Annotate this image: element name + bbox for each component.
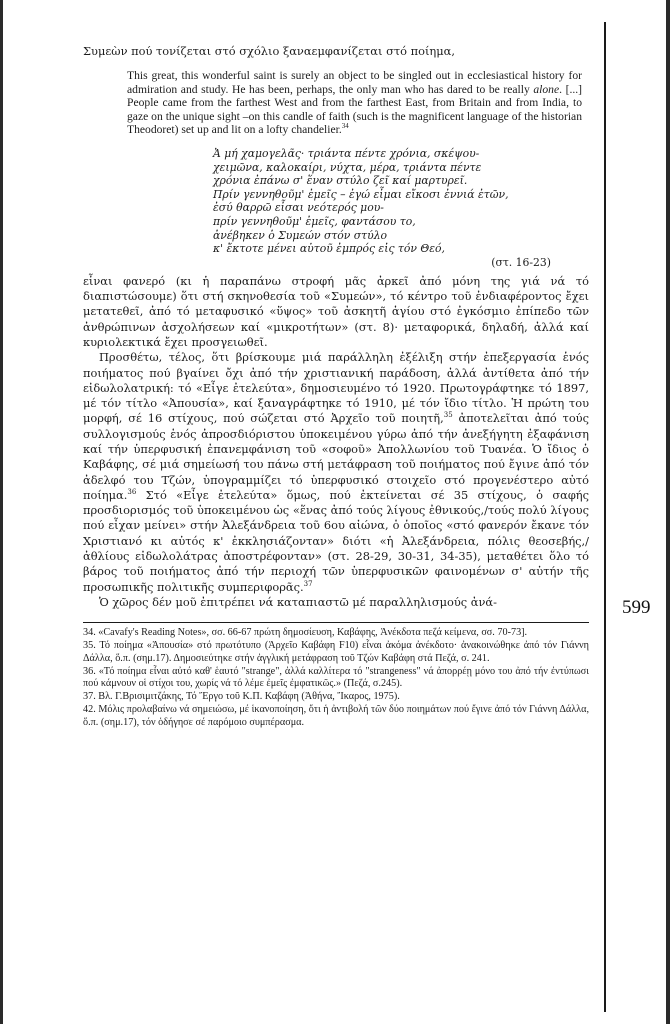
footnote-ref: 36 <box>127 488 137 497</box>
footnote: 35. Τό ποίημα «Ἀπουσία» στό πρωτότυπο (Ἀρχεῖο Καβάφη F10) εἶναι ἀκόμα ἀνέκδοτο· ἀνακοινώθηκε ἀπό τόν Γιάννη Δάλλα, ὅ.π. (σημ.17). Δημοσιεύτηκε στήν ἀγγλική μετάφραση τοῦ Τζών Καβάφη στά Πεζά, σ. 241. <box>83 640 589 664</box>
first-line: Συμεὼν πού τονίζεται στό σχόλιο ξαναεμφανίζεται στό ποίημα, <box>83 44 455 58</box>
paragraph-text: Προσθέτω, τέλος, ὅτι βρίσκουμε μιά παράλληλη ἐξέλιξη στήν ἐπεξεργασία ἑνός ποιήματος πού βγαίνει ὄχι ἀπό τήν χριστιανική παράδοση, ἀλλά ἀντίθετα ἀπό τήν εἰδωλολατρική: τό «Εἶγε ἐτελεύτα», δημοσιευμένο τό 1920. Πρωτογράφτηκε τό 1897, μέ τόν τίτλο «Ἀπουσία», καί ξαναγράφτηκε τό 1910, μέ τόν ἴδιο τίτλο. Ἡ πρώτη του μορφή, σέ 16 στίχους, πού σώζεται στό Ἀρχεῖο τοῦ ποιητῆ, <box>83 350 589 426</box>
footnote-ref: 37 <box>303 579 313 588</box>
poem-line: κ' ἔκτοτε μένει αὐτοῦ ἐμπρός εἰς τόν Θεό, <box>213 242 445 256</box>
english-quote <box>127 69 582 137</box>
body-paragraph <box>83 595 589 610</box>
paragraph-text: ἀποτελεῖται ἀπό τούς συλλογισμούς ἑνός ἀπροσδιόριστου ὑποκειμένου γύρω ἀπό τήν ἀνεξήγητη ἐξαφάνιση καί τήν ὑπερφυσική ἐπανεμφάνιση τοῦ «σοφοῦ» Ἀπολλωνίου τοῦ Τυανέα. Ὁ ἴδιος ὁ Καβάφης, σέ μιά σημείωσή του πάνω στή μετάφραση τοῦ ποιήματος πού ἔγινε ἀπό τόν ἀδελφό του Τζών, ὑπογραμμίζει τό ὑπερφυσικό στοιχεῖο στό προγενέστερο αὐτό ποίημα. <box>83 411 589 502</box>
footnote: 37. Βλ. Γ.Βρισιμιτζάκης, Τό Ἔργο τοῦ Κ.Π. Καβάφη (Ἀθήνα, Ἴκαρος, 1975). <box>83 691 400 703</box>
body-paragraph <box>83 274 589 350</box>
poem-line: ἀνέβηκεν ὁ Συμεών στόν στύλο <box>213 228 388 242</box>
poem-line: Πρίν γεννηθοῦμ' ἐμεῖς – ἐγώ εἶμαι εἴκοσι ἐννιά ἐτῶν, <box>213 187 509 201</box>
scan-edge-right <box>666 0 670 1024</box>
page-text <box>83 44 589 730</box>
paragraph-text: εἶναι φανερό (κι ἡ παραπάνω στροφή μᾶς ἀρκεῖ ἀπό μόνη της γιά νά τό διαπιστώσουμε) ὅτι στή σκηνοθεσία τοῦ «Συμεών», τό κέντρο τοῦ ἐνδιαφέροντος ἔχει μετατεθεῖ, ἀπό τό μεταφυσικό «ὕψος» τοῦ ἀσκητῆ ἁγίου στό ἐγκόσμιο ἐπίπεδο τῶν ἀνθρώπινων ἀσχολήσεων καί «μικροτήτων» (στ. 8)· μεταφορικά, δηλαδή, ἀλλά καί κυριολεκτικά ἔχει προσγειωθεῖ. <box>83 273 589 349</box>
poem-line: χειμῶνα, καλοκαίρι, νύχτα, μέρα, τριάντα πέντε <box>213 160 482 174</box>
body-text <box>83 274 589 611</box>
footnote-ref: 35 <box>443 411 453 420</box>
footnote: 36. «Τό ποίημα εἶναι αὐτό καθ' ἑαυτό "strange", ἀλλά καλλίτερα τό "strangeness" νά ἀπορρέῃ μόνο του ἀπό τήν ἐντύπωσι πού κάμνουν οἱ στίχοι του, χωρίς νά τό λέμε ἐμεῖς ἐμφατικῶς.» (Πεζά, σ.245). <box>83 665 589 690</box>
quote-text: This great, this wonderful saint is surely an object to be singled out in ecclesiastical history for admiration and study. He has been, perhaps, the only man who has dared to be really <box>127 69 582 96</box>
paragraph-text: Ὁ χῶρος δέν μοῦ ἐπιτρέπει νά καταπιαστῶ μέ παραλληλισμούς ἀνά- <box>99 594 497 609</box>
poem-line: χρόνια ἐπάνω σ' ἕναν στύλο ζεῖ καί μαρτυρεῖ. <box>213 174 468 188</box>
poem-line: πρίν γεννηθοῦμ' ἐμεῖς, φαντάσου το, <box>213 214 416 228</box>
footnote: 42. Μόλις προλαβαίνω νά σημειώσω, μέ ἱκανοποίηση, ὅτι ἡ ἀντιβολή τῶν δύο ποιημάτων πού ἔγινε ἀπό τόν Γιάννη Δάλλα, ὅ.π. (σημ.17), τόν ὁδήγησε σέ παρόμοιο συμπέρασμα. <box>83 704 589 728</box>
poem-line-reference: (στ. 16-23) <box>491 255 551 269</box>
footnote-divider <box>83 622 589 623</box>
quote-emphasis: alone <box>533 82 560 96</box>
poem-excerpt <box>213 147 589 256</box>
footnote-ref: 34 <box>341 122 349 131</box>
paragraph-text: Στό «Εἶγε ἐτελεύτα» ὅμως, πού ἐκτείνεται σέ 35 στίχους, ὁ σαφής προσδιορισμός τοῦ ὑποκειμένου ὡς «ἕνας ἀπό τούς λίγους ἐθνικούς,/τούς πολύ λίγους πού εἶχαν μείνει» στήν Ἀλεξάνδρεια τοῦ 6ου αἰώνα, ὁ ὁποῖος «στό φανερόν ἔκανε τόν Χριστιανό κι αὐτός κ' ἐκκλησιάζονταν» διότι «ἡ Ἀλεξάνδρεια, πόλις θεοσεβής,/ἀθλίους εἰδωλολάτρας ἀποστρέφονταν» (στ. 28-29, 30-31, 34-35), μεταθέτει ὅλο τό βάρος τοῦ ποιήματος ἀπό τήν περιοχή τῶν ὑπερφυσικῶν φαινομένων σ' αὐτήν τῆς προσωπικῆς πολιτικῆς συμπεριφορᾶς. <box>83 487 589 594</box>
margin-rule <box>604 22 606 1012</box>
poem-line: ἐσύ θαρρῶ εἶσαι νεότερός μου- <box>213 201 384 215</box>
scan-edge-left <box>0 0 3 1024</box>
footnote: 34. «Cavafy's Reading Notes», σσ. 66-67 πρώτη δημοσίευση, Καβάφης, Ἀνέκδοτα πεζά κείμενα, σσ. 70-73]. <box>83 627 528 639</box>
quote-text-end: . [...] People came from the farthest West and from the farthest East, from Britain and from India, to gaze on the unique sight –on this candle of faith (such is the magnificent language of the historian Theodoret) set up and lit on a lofty chandelier. <box>127 82 582 137</box>
body-paragraph <box>83 350 589 595</box>
footnotes <box>83 627 589 729</box>
poem-line: Ἀ μή χαμογελᾶς· τριάντα πέντε χρόνια, σκέψου- <box>213 146 480 160</box>
page-number: 599 <box>622 597 651 618</box>
